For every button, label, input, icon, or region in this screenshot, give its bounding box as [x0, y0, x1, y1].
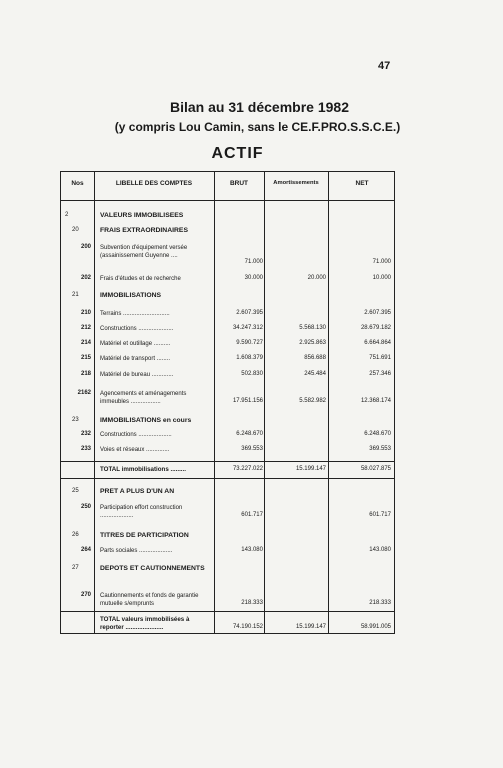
value-brut: 502.830 — [241, 371, 263, 377]
account-number: 264 — [80, 547, 91, 553]
account-label: Cautionnements et fonds de garantie mutuelle s/emprunts — [100, 593, 199, 607]
account-number: 218 — [80, 371, 91, 377]
value-amort: 2.925.863 — [299, 340, 326, 346]
value-net: 369.553 — [369, 446, 391, 452]
account-number: 212 — [80, 325, 91, 331]
value-brut: 73.227.022 — [232, 466, 263, 472]
value-brut: 9.590.727 — [236, 340, 263, 346]
row-divider — [61, 611, 394, 612]
account-label: TOTAL valeurs immobilisées à reporter ...................... — [100, 616, 190, 631]
account-number: 2162 — [77, 390, 91, 396]
value-net: 58.991.005 — [360, 624, 391, 630]
value-net: 143.080 — [369, 547, 391, 553]
account-label: VALEURS IMMOBILISEES — [100, 212, 184, 219]
value-brut: 601.717 — [241, 512, 263, 518]
account-number: 202 — [80, 275, 91, 281]
row-divider — [61, 478, 394, 479]
account-number: 232 — [80, 431, 91, 437]
account-label: Parts sociales .................... — [100, 548, 173, 554]
value-amort: 5.568.130 — [299, 325, 326, 331]
balance-sheet-table — [60, 171, 395, 634]
value-brut: 6.248.670 — [236, 431, 263, 437]
account-label: Matériel de transport ........ — [100, 356, 171, 362]
account-label: Subvention d'équipement versée (assainissement Guyenne .... — [100, 245, 188, 259]
col-divider — [94, 172, 95, 633]
header-net: NET — [355, 180, 369, 187]
account-number: 233 — [80, 446, 91, 452]
value-amort: 5.582.982 — [299, 398, 326, 404]
value-brut: 2.607.395 — [236, 310, 263, 316]
value-amort: 245.484 — [304, 371, 326, 377]
account-number: 214 — [80, 340, 91, 346]
row-divider — [61, 461, 394, 462]
title-line-1: Bilan au 31 décembre 1982 — [170, 99, 349, 115]
account-number: 2 — [65, 212, 69, 218]
account-number: 250 — [80, 504, 91, 510]
value-net: 257.346 — [369, 371, 391, 377]
account-number: 200 — [80, 244, 91, 250]
value-brut: 71.000 — [244, 259, 263, 265]
account-number: 215 — [80, 355, 91, 361]
account-label: Constructions ..................... — [100, 326, 174, 332]
value-net: 6.664.864 — [364, 340, 391, 346]
account-label: TOTAL immobilisations ......... — [100, 466, 186, 473]
value-amort: 15.199.147 — [295, 624, 326, 630]
value-amort: 20.000 — [307, 275, 326, 281]
value-net: 2.607.395 — [364, 310, 391, 316]
account-number: 23 — [72, 417, 79, 423]
value-net: 28.679.182 — [360, 325, 391, 331]
account-label: Participation effort construction .................... — [100, 505, 183, 519]
account-number: 27 — [72, 565, 79, 571]
account-label: PRET A PLUS D'UN AN — [100, 488, 175, 495]
account-label: IMMOBILISATIONS — [100, 292, 162, 299]
value-brut: 218.333 — [241, 600, 263, 606]
header-brut: BRUT — [229, 180, 249, 187]
account-label: Agencements et aménagements immeubles .................. — [100, 391, 187, 405]
value-brut: 74.190.152 — [232, 624, 263, 630]
value-brut: 1.608.379 — [236, 355, 263, 361]
value-amort: 856.688 — [304, 355, 326, 361]
account-label: IMMOBILISATIONS en cours — [100, 417, 192, 424]
account-label: Terrains ............................ — [100, 311, 170, 317]
col-divider — [264, 172, 265, 633]
account-label: FRAIS EXTRAORDINAIRES — [100, 227, 188, 234]
value-net: 71.000 — [372, 259, 391, 265]
value-net: 12.368.174 — [360, 398, 391, 404]
value-brut: 17.951.156 — [232, 398, 263, 404]
value-brut: 143.080 — [241, 547, 263, 553]
header-divider — [61, 200, 394, 201]
header-num: Nos — [71, 180, 84, 187]
account-number: 20 — [72, 227, 79, 233]
account-label: Matériel de bureau ............. — [100, 372, 174, 378]
value-amort: 15.199.147 — [295, 466, 326, 472]
account-label: Voies et réseaux .............. — [100, 447, 170, 453]
page-number: 47 — [378, 60, 391, 72]
value-brut: 369.553 — [241, 446, 263, 452]
account-number: 26 — [72, 532, 79, 538]
account-label: TITRES DE PARTICIPATION — [100, 532, 189, 539]
value-net: 751.691 — [369, 355, 391, 361]
value-brut: 30.000 — [244, 275, 263, 281]
header-amortissements: Amortissements — [273, 180, 319, 186]
account-label: Matériel et outillage .......... — [100, 341, 171, 347]
account-label: Constructions .................... — [100, 432, 172, 438]
account-number: 270 — [80, 592, 91, 598]
value-net: 218.333 — [369, 600, 391, 606]
col-divider — [328, 172, 329, 633]
account-number: 210 — [80, 310, 91, 316]
account-label: Frais d'études et de recherche — [100, 276, 181, 282]
value-net: 6.248.670 — [364, 431, 391, 437]
value-net: 10.000 — [372, 275, 391, 281]
title-actif: ACTIF — [211, 145, 264, 162]
value-brut: 34.247.312 — [232, 325, 263, 331]
account-label: DEPOTS ET CAUTIONNEMENTS — [100, 565, 205, 572]
title-line-2: (y compris Lou Camin, sans le CE.F.PRO.S.S.C.E.) — [114, 120, 401, 134]
header-label: LIBELLE DES COMPTES — [115, 180, 193, 187]
account-number: 21 — [72, 292, 79, 298]
account-number: 25 — [72, 488, 79, 494]
value-net: 58.027.875 — [360, 466, 391, 472]
value-net: 601.717 — [369, 512, 391, 518]
